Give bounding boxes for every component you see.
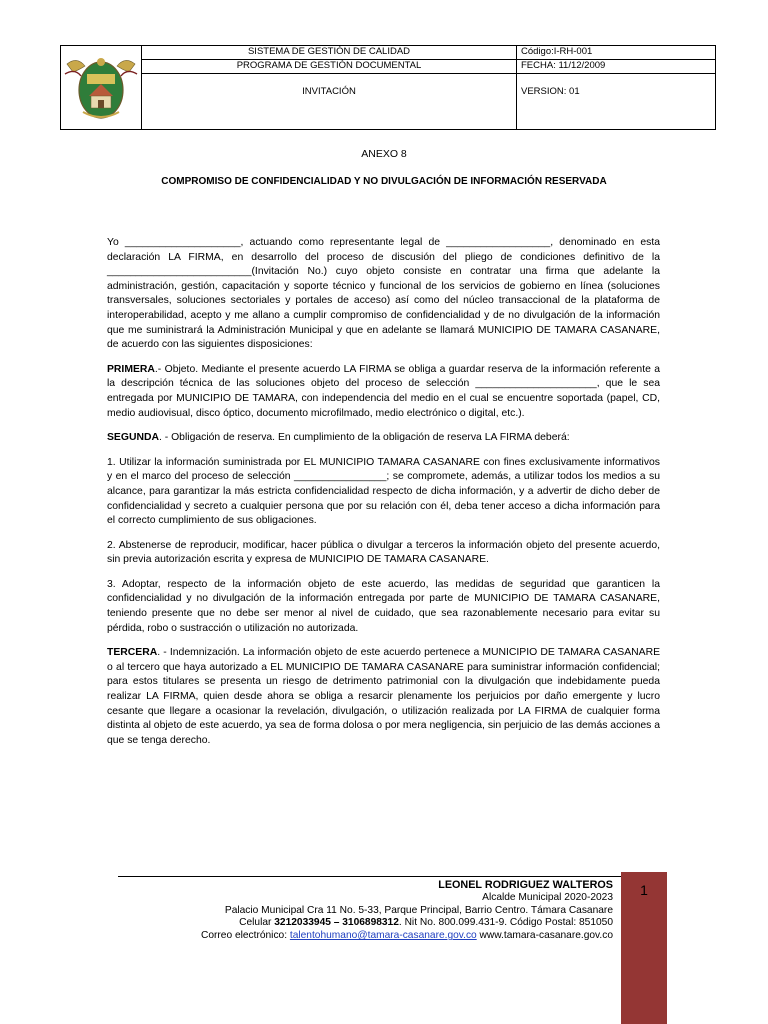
footer-website: www.tamara-casanare.gov.co: [476, 930, 613, 942]
intro-paragraph: Yo ____________________, actuando como representante legal de __________________, denominado en esta declaración LA FIRMA, en desarrollo del proceso de discusión del pliego de condiciones definitivo de la _________________________(Invitación No.) cuyo objeto consiste en contratar una firma que adelante la administración, gestión, capacitación y soporte técnico y funcional de los servicios de gobierno en línea (soluciones transversales, soluciones sectoriales y portales de acceso) así como del núcleo transaccional de la plataforma de interoperabilidad, acepto y me allano a cumplir compromiso de confidencialidad y de no divulgación de la información que me suministrará la Administración Municipal y que en adelante se llamará MUNICIPIO DE TAMARA CASANARE, de acuerdo con las siguientes disposiciones:: [107, 237, 660, 351]
footer-address: Palacio Municipal Cra 11 No. 5-33, Parque Principal, Barrio Centro. Támara Casanare: [224, 904, 613, 916]
obligation-item-2: 2. Abstenerse de reproducir, modificar, hacer pública o divulgar a terceros la información objeto del presente acuerdo, sin previa autorización escrita y expresa de MUNICIPIO DE TAMARA CASANARE.: [107, 539, 660, 566]
footer-divider: [118, 876, 640, 877]
document-title: COMPROMISO DE CONFIDENCIALIDAD Y NO DIVULGACIÓN DE INFORMACIÓN RESERVADA: [161, 176, 607, 187]
footer: [201, 879, 613, 943]
clause-label: TERCERA: [107, 647, 158, 659]
obligation-item-1: 1. Utilizar la información suministrada por EL MUNICIPIO TAMARA CASANARE con fines exclusivamente informativos y en el marco del proceso de selección ________________; se compromete, además, a utilizar todos los medios a su alcance, para garantizar la más estricta confidencialidad respecto de dicha información, y a advertir de dicho deber de confidencialidad y secreto a cualquier persona que por su relación con él, deba tener acceso a dicha información para el correcto cumplimiento de sus obligaciones.: [107, 456, 660, 527]
footer-phones: 3212033945 – 3106898312: [274, 917, 399, 929]
clause-text: .- Objeto. Mediante el presente acuerdo LA FIRMA se obliga a guardar reserva de la información referente a la descripción técnica de las soluciones objeto del proceso de selección _____________________, que le sea entregada por MUNICIPIO DE TAMARA, con independencia del medio en el cual se encuentre soportada (papel, CD, medio audiovisual, disco óptico, documento microfilmado, medio electrónico o digital, etc.).: [107, 363, 660, 419]
page-number-badge: 1: [621, 872, 667, 1024]
footer-email-line: Correo electrónico: talentohumano@tamara-casanare.gov.co www.tamara-casanare.gov.co: [200, 930, 613, 942]
header-date: FECHA: 11/12/2009: [517, 60, 716, 74]
signatory-name: LEONEL RODRIGUEZ WALTEROS: [438, 879, 613, 891]
header-version: VERSION: 01: [517, 74, 716, 130]
clause-tercera: [107, 646, 660, 748]
clause-label: PRIMERA: [107, 363, 155, 375]
header-doc-type: INVITACIÓN: [142, 74, 517, 130]
clause-segunda: [107, 431, 660, 446]
clause-text: . - Indemnización. La información objeto de este acuerdo pertenece a MUNICIPIO DE TAMARA CASANARE o al tercero que haya autorizado a EL MUNICIPIO DE TAMARA CASANARE para suministrar información confidencial; para estos titulares se presenta un riesgo de detrimento patrimonial con la divulgación que indebidamente pueda realizar LA FIRMA, quien desde ahora se obliga a resarcir plenamente los perjuicios por daño emergente y lucro cesante que llegare a ocasionar la revelación, divulgación, o utilización realizada por LA FIRMA de cualquier forma distinta al objeto de este acuerdo, ya sea de forma dolosa o por mera negligencia, sin perjuicio de las demás acciones a que se tenga derecho.: [107, 647, 660, 746]
clause-primera: [107, 363, 660, 421]
header-code: Código:I-RH-001: [517, 46, 716, 60]
clause-text: . - Obligación de reserva. En cumplimiento de la obligación de reserva LA FIRMA deberá:: [158, 432, 570, 444]
footer-nit: . Nit No. 800.099.431-9. Código Postal: 851050: [398, 917, 613, 929]
header-program-title: PROGRAMA DE GESTIÓN DOCUMENTAL: [142, 60, 517, 74]
header-table: [60, 45, 716, 130]
coat-of-arms-logo: [61, 46, 142, 130]
obligation-item-3: 3. Adoptar, respecto de la información objeto de este acuerdo, las medidas de seguridad que garanticen la confidencialidad y no divulgación de la información entregada por parte de MUNICIPIO DE TAMARA CASANARE, teniendo presente que no debe ser menor al nivel de cuidado, que sea razonablemente necesario para evitar su pérdida, robo o sustracción o utilización no autorizada.: [107, 578, 660, 634]
clause-label: SEGUNDA: [107, 432, 159, 444]
email-link[interactable]: talentohumano@tamara-casanare.gov.co: [289, 930, 477, 942]
annex-label: ANEXO 8: [361, 148, 407, 160]
signatory-role: Alcalde Municipal 2020-2023: [482, 891, 613, 903]
footer-contact: Celular 3212033945 – 3106898312. Nit No. 800.099.431-9. Código Postal: 851050: [239, 917, 613, 929]
shield-icon: [63, 48, 139, 124]
header-system-title: SISTEMA DE GESTIÓN DE CALIDAD: [142, 46, 517, 60]
document-body: [107, 236, 660, 758]
